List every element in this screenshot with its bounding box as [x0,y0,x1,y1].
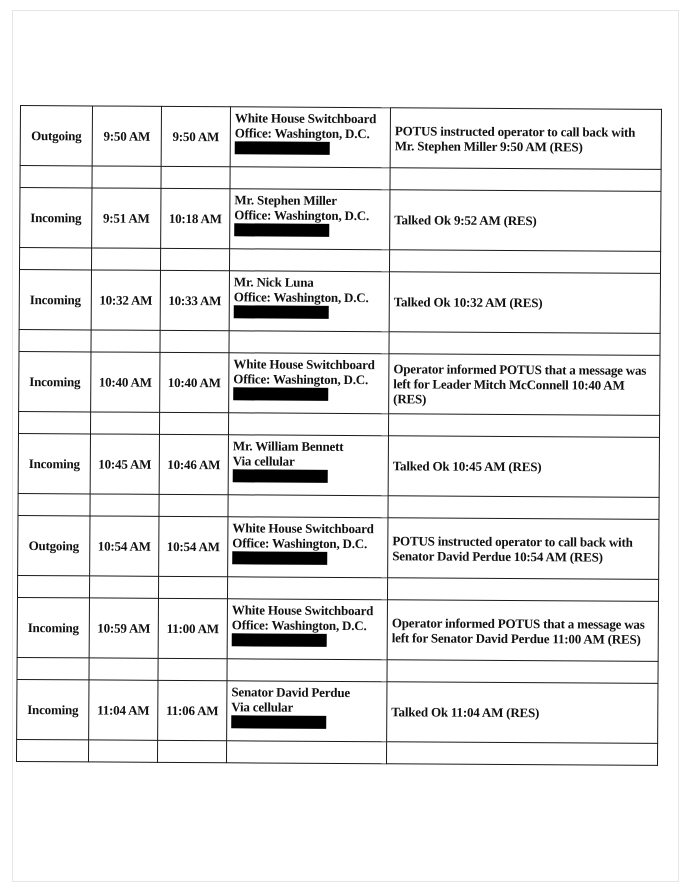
empty-cell [159,412,228,434]
empty-cell [90,494,159,516]
call-log-body [16,106,661,766]
empty-cell [19,248,91,270]
empty-cell [158,576,227,598]
empty-cell [158,658,227,680]
call-log-table [16,105,662,766]
party-location: Office: Washington, D.C. [231,617,367,634]
redaction-bar [231,715,326,729]
empty-cell [160,248,229,270]
empty-cell [227,577,387,600]
empty-cell [161,166,230,188]
empty-cell [19,329,91,351]
empty-cell [387,578,658,602]
call-start-time: 9:50 AM [92,106,161,166]
party-location: Office: Washington, D.C. [234,207,370,224]
party-name: Mr. William Bennett [232,438,344,454]
party-location: Office: Washington, D.C. [234,125,370,142]
call-end-time: 11:06 AM [158,680,227,740]
call-direction: Incoming [19,270,91,330]
call-direction: Outgoing [18,515,90,575]
call-notes: POTUS instructed operator to call back with Mr. Stephen Miller 9:50 AM (RES) [390,108,661,170]
party-location: Office: Washington, D.C. [232,535,368,552]
redaction-bar [234,223,329,237]
party-location: Office: Washington, D.C. [233,371,369,388]
redaction-bar [235,141,330,155]
party-location: Office: Washington, D.C. [233,289,369,306]
empty-cell [390,168,661,192]
empty-cell [89,658,158,680]
call-entry-row [18,515,659,579]
call-entry-row [19,270,660,334]
empty-cell [18,493,90,515]
empty-cell [160,330,229,352]
empty-cell [228,495,388,518]
call-end-time: 10:33 AM [160,270,229,330]
party-name: Mr. Nick Luna [233,274,314,290]
spacer-row [16,739,657,765]
redaction-bar [233,387,328,401]
empty-cell [89,576,158,598]
redaction-bar [232,633,327,647]
empty-cell [227,659,387,682]
call-party [227,681,387,742]
call-notes: Talked Ok 9:52 AM (RES) [390,190,661,252]
call-direction: Incoming [17,597,89,657]
call-party [227,599,387,660]
call-entry-row [19,351,660,415]
call-end-time: 9:50 AM [161,106,230,166]
empty-cell [388,414,659,438]
call-notes: POTUS instructed operator to call back with Senator David Perdue 10:54 AM (RES) [388,518,659,580]
call-notes: Talked Ok 10:45 AM (RES) [388,436,659,498]
call-entry-row [20,188,661,252]
redaction-bar [234,305,329,319]
call-party [229,271,389,332]
redaction-bar [233,469,328,483]
call-start-time: 10:59 AM [89,598,158,658]
empty-cell [229,331,389,354]
call-direction: Incoming [20,188,92,248]
call-end-time: 11:00 AM [158,598,227,658]
party-name: Senator David Perdue [231,684,351,701]
call-entry-row [17,679,658,743]
empty-cell [387,660,658,684]
empty-cell [18,411,90,433]
empty-cell [17,657,89,679]
call-start-time: 9:51 AM [92,188,161,248]
redaction-bar [232,551,327,565]
call-end-time: 10:18 AM [161,188,230,248]
empty-cell [226,741,386,764]
empty-cell [16,739,88,761]
call-start-time: 10:32 AM [91,270,160,330]
empty-cell [91,248,160,270]
call-direction: Outgoing [20,106,92,166]
call-end-time: 10:46 AM [159,434,228,494]
call-start-time: 10:40 AM [91,352,160,412]
call-notes: Talked Ok 11:04 AM (RES) [387,682,658,744]
empty-cell [159,494,228,516]
party-location: Via cellular [232,453,295,469]
party-name: White House Switchboard [231,602,374,619]
call-notes: Operator informed POTUS that a message was left for Leader Mitch McConnell 10:40 AM (RES) [389,354,660,416]
empty-cell [389,250,660,274]
call-start-time: 10:45 AM [90,434,159,494]
call-entry-row [18,433,659,497]
party-name: White House Switchboard [232,520,374,537]
call-direction: Incoming [18,433,90,493]
call-party [228,435,388,496]
call-direction: Incoming [17,679,89,739]
call-end-time: 10:54 AM [159,516,228,576]
call-notes: Talked Ok 10:32 AM (RES) [389,272,660,334]
empty-cell [389,332,660,356]
call-notes: Operator informed POTUS that a message was left for Senator David Perdue 11:00 AM (RES) [387,600,658,662]
call-party [228,517,388,578]
party-name: White House Switchboard [233,356,375,373]
empty-cell [20,166,92,188]
empty-cell [229,249,389,272]
party-location: Via cellular [231,699,294,715]
call-start-time: 10:54 AM [90,516,159,576]
party-name: Mr. Stephen Miller [234,192,337,208]
empty-cell [388,496,659,520]
call-start-time: 11:04 AM [89,680,158,740]
call-party [229,353,389,414]
call-end-time: 10:40 AM [160,352,229,412]
empty-cell [17,575,89,597]
empty-cell [92,166,161,188]
empty-cell [88,740,157,762]
empty-cell [157,740,226,762]
call-direction: Incoming [19,351,91,411]
empty-cell [90,412,159,434]
empty-cell [386,742,657,766]
party-name: White House Switchboard [234,110,377,127]
call-entry-row [20,106,661,170]
empty-cell [91,330,160,352]
call-party [230,189,390,250]
empty-cell [228,413,388,436]
call-entry-row [17,597,658,661]
call-party [230,107,390,168]
empty-cell [230,167,390,190]
